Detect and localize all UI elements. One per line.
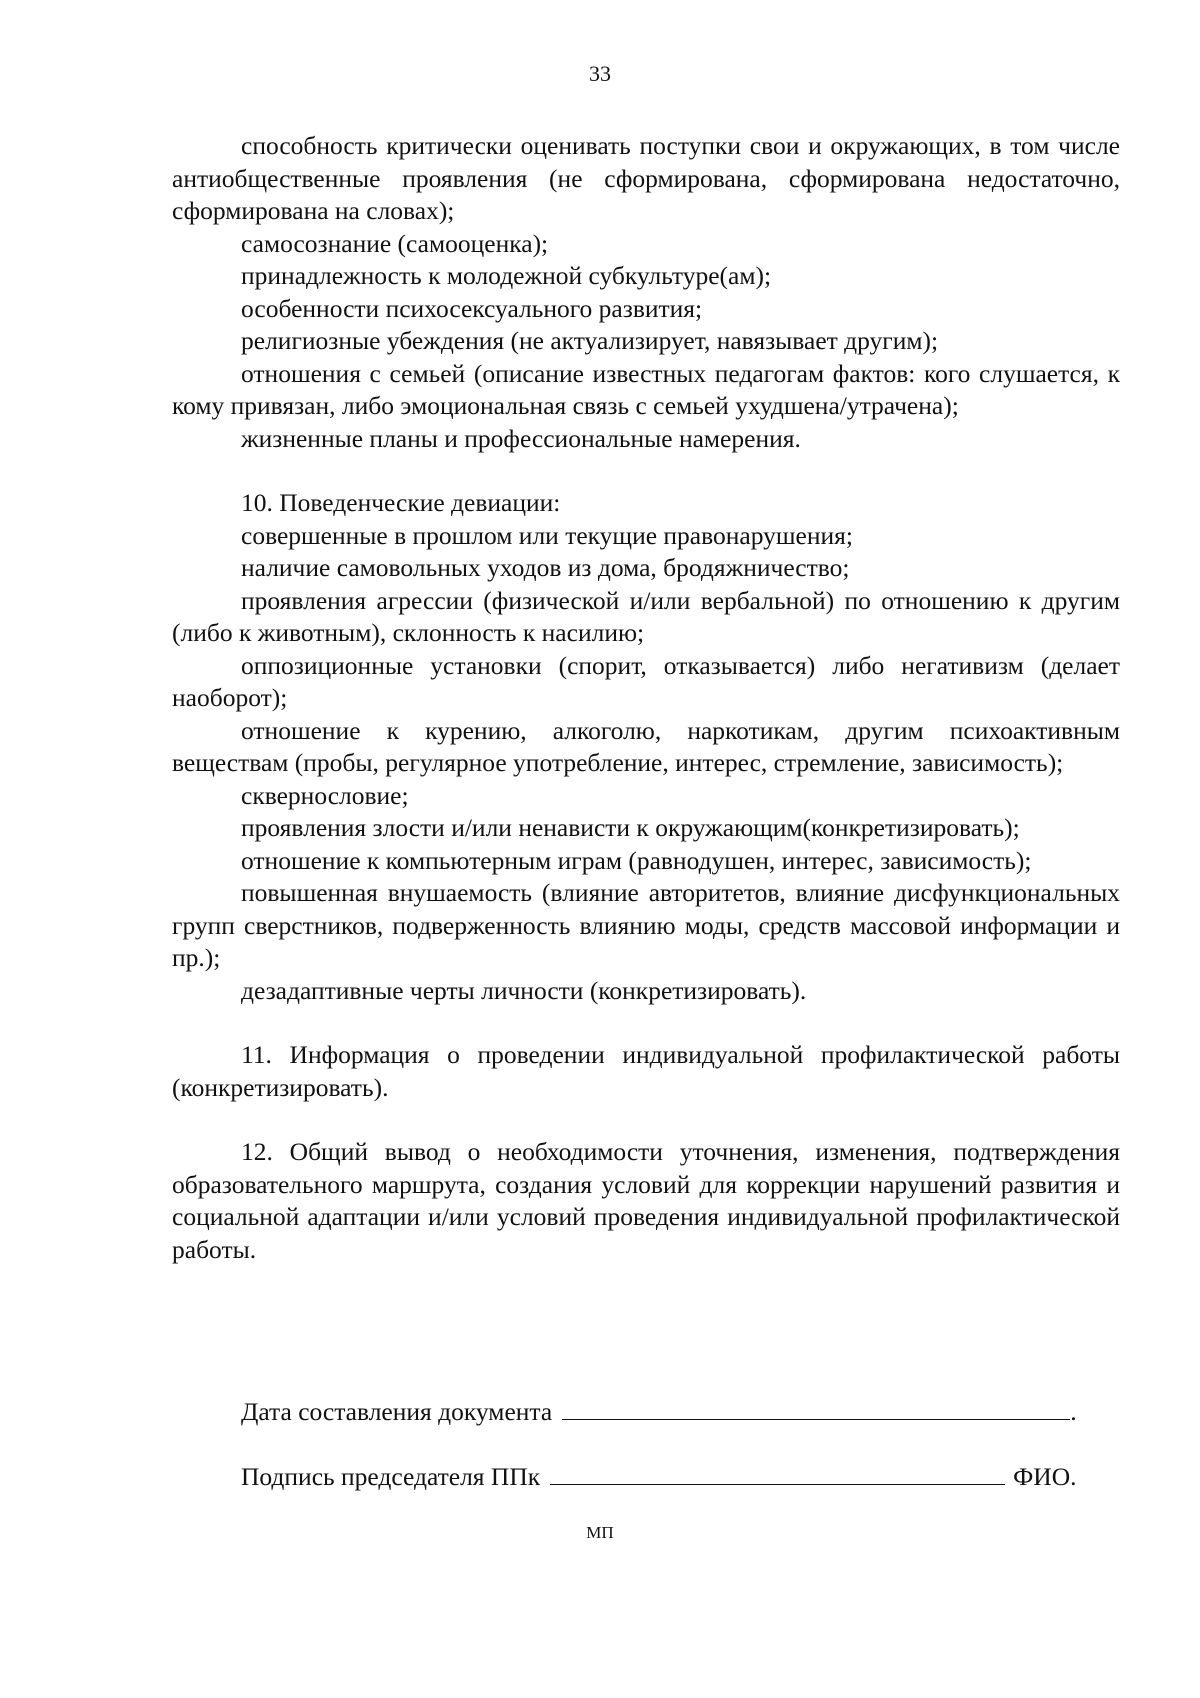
paragraph-psychosexual: особенности психосексуального развития; bbox=[241, 293, 703, 323]
paragraph-life-plans: жизненные планы и профессиональные намерения. bbox=[241, 423, 801, 453]
paragraph-family: отношения с семьей (описание известных педагогам фактов: кого слушается, к кому привязан, либо эмоциональная связь с семьей ухудшена/утрачена); bbox=[172, 358, 1120, 420]
section-10-item: отношение к курению, алкоголю, наркотикам, другим психоактивным веществам (пробы, регулярное употребление, интерес, стремление, зависимость); bbox=[172, 715, 1120, 777]
section-12: 12. Общий вывод о необходимости уточнения, изменения, подтверждения образовательного маршрута, создания условий для коррекции нарушений развития и социальной адаптации и/или условий проведения индивидуальной профилактической работы. bbox=[172, 1137, 1120, 1264]
section-10-item: оппозиционные установки (спорит, отказывается) либо негативизм (делает наоборот); bbox=[172, 650, 1120, 712]
date-end-period: . bbox=[1070, 1397, 1077, 1426]
signature-label: Подпись председателя ППк bbox=[241, 1462, 541, 1491]
section-10-item: совершенные в прошлом или текущие правонарушения; bbox=[241, 520, 853, 550]
paragraph-critical-assessment: способность критически оценивать поступки свои и окружающих, в том числе антиобщественные проявления (не сформирована, сформирована недостаточно, сформирована на словах); bbox=[172, 131, 1120, 225]
section-10-heading: 10. Поведенческие девиации: bbox=[241, 488, 561, 517]
section-10-item: дезадаптивные черты личности (конкретизировать). bbox=[241, 975, 807, 1005]
date-line bbox=[172, 1395, 1120, 1429]
section-10-item: сквернословие; bbox=[241, 780, 409, 810]
paragraph-religious: религиозные убеждения (не актуализирует, навязывает другим); bbox=[241, 326, 939, 355]
section-11: 11. Информация о проведении индивидуальной профилактической работы (конкретизировать). bbox=[172, 1040, 1120, 1102]
document-body bbox=[172, 130, 1120, 1266]
section-10-item: наличие самовольных уходов из дома, бродяжничество; bbox=[241, 553, 850, 582]
signature-line bbox=[172, 1460, 1120, 1494]
paragraph-subculture: принадлежность к молодежной субкультуре(ам); bbox=[241, 261, 772, 290]
section-10-item: проявления агрессии (физической и/или вербальной) по отношению к другим (либо к животным), склонность к насилию; bbox=[172, 585, 1120, 647]
signature-name: ФИО. bbox=[1013, 1462, 1077, 1491]
stamp-label: МП bbox=[586, 1523, 614, 1542]
paragraph-self-awareness: самосознание (самооценка); bbox=[241, 228, 549, 258]
date-label: Дата составления документа bbox=[241, 1397, 553, 1426]
page-number: 33 bbox=[589, 61, 611, 86]
signature-blank-field[interactable] bbox=[550, 1460, 1005, 1485]
spacer bbox=[172, 455, 1120, 487]
spacer bbox=[172, 1007, 1120, 1039]
section-10-item: отношение к компьютерным играм (равнодушен, интерес, зависимость); bbox=[241, 845, 1032, 875]
section-10-item: повышенная внушаемость (влияние авторитетов, влияние дисфункциональных групп сверстников, подверженность влиянию моды, средств массовой информации и пр.); bbox=[172, 878, 1120, 972]
date-blank-field[interactable] bbox=[562, 1395, 1070, 1420]
spacer bbox=[172, 1104, 1120, 1136]
section-10-item: проявления злости и/или ненависти к окружающим(конкретизировать); bbox=[241, 813, 1020, 842]
